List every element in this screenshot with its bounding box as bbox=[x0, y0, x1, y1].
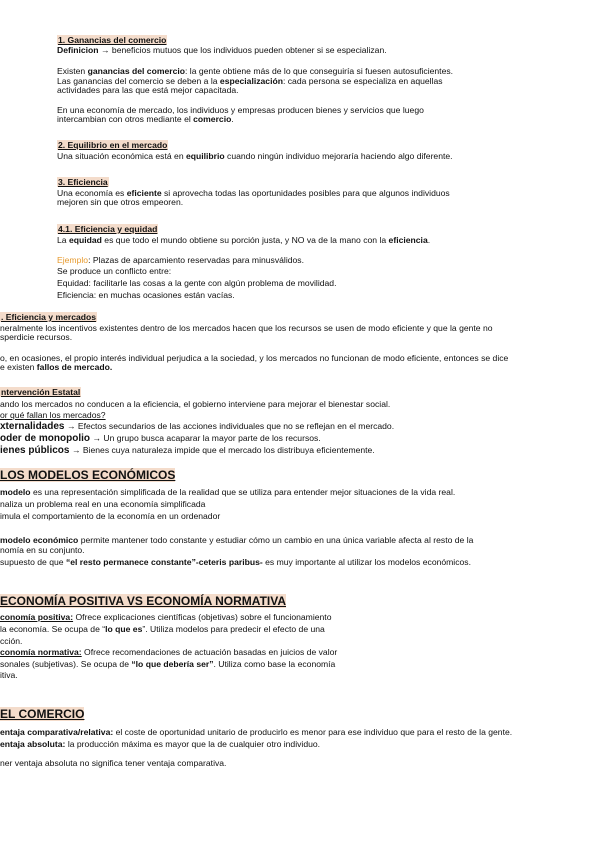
section-heading-eficiencia: 3. Eficiencia bbox=[58, 177, 108, 187]
paragraph: Las ganancias del comercio se deben a la especialización: cada persona se especializa en aquellas bbox=[57, 76, 443, 86]
paragraph: Una situación económica está en equilibrio cuando ningún individuo mejoraría haciendo algo diferente. bbox=[57, 151, 453, 161]
paragraph: Una economía es eficiente si aprovecha todas las oportunidades posibles para que algunos individuos bbox=[57, 188, 450, 198]
paragraph: naliza un problema real en una economía simplificada bbox=[0, 499, 206, 509]
paragraph: itiva. bbox=[0, 670, 18, 680]
paragraph: Existen ganancias del comercio: la gente obtiene más de lo que conseguiría si fuesen autosuficientes. bbox=[57, 66, 454, 76]
paragraph: mejoren sin que otros empeoren. bbox=[57, 197, 184, 207]
section-heading-equidad: 4.1. Eficiencia y equidad bbox=[58, 224, 158, 234]
section-heading-positiva-normativa: ECONOMÍA POSITIVA VS ECONOMÍA NORMATIVA bbox=[0, 594, 287, 608]
paragraph: la economía. Se ocupa de “lo que es”. Utiliza modelos para predecir el efecto de una bbox=[0, 624, 325, 634]
section-heading-mercados: . Eficiencia y mercados bbox=[1, 312, 97, 322]
section-heading-intervencion: ntervención Estatal bbox=[1, 387, 81, 397]
list-item: ienes públicos → Bienes cuya naturaleza impide que el mercado los distribuya eficientemente. bbox=[0, 445, 375, 456]
paragraph: ner ventaja absoluta no significa tener ventaja comparativa. bbox=[0, 758, 227, 768]
paragraph: Se produce un conflicto entre: bbox=[57, 266, 172, 276]
paragraph: modelo económico permite mantener todo constante y estudiar cómo un cambio en una única variable afecta al resto de la bbox=[0, 535, 474, 545]
paragraph: e existen fallos de mercado. bbox=[0, 362, 113, 372]
definition-line: Definicion → beneficios mutuos que los individuos pueden obtener si se especializan. bbox=[57, 45, 387, 55]
paragraph: imula el comportamiento de la economía en un ordenador bbox=[0, 511, 221, 521]
paragraph: sperdicie recursos. bbox=[0, 332, 73, 342]
section-heading-comercio: EL COMERCIO bbox=[0, 707, 85, 721]
list-item: xternalidades → Efectos secundarios de las acciones individuales que no se reflejan en el mercado. bbox=[0, 421, 395, 432]
paragraph: modelo es una representación simplificada de la realidad que se utiliza para entender mejor situaciones de la vida real. bbox=[0, 487, 456, 497]
paragraph: nomía en su conjunto. bbox=[0, 545, 85, 555]
paragraph: or qué fallan los mercados? bbox=[0, 410, 106, 420]
paragraph: conomía positiva: Ofrece explicaciones científicas (objetivas) sobre el funcionamiento bbox=[0, 612, 332, 622]
paragraph: ando los mercados no conducen a la eficiencia, el gobierno interviene para mejorar el bienestar social. bbox=[0, 399, 391, 409]
paragraph: sonales (subjetivas). Se ocupa de “lo que debería ser”. Utiliza como base la economía bbox=[0, 659, 336, 669]
example-line: Ejemplo: Plazas de aparcamiento reservadas para minusválidos. bbox=[57, 255, 304, 265]
paragraph: conomía normativa: Ofrece recomendaciones de actuación basadas en juicios de valor bbox=[0, 647, 338, 657]
section-heading-modelos: LOS MODELOS ECONÓMICOS bbox=[0, 468, 176, 482]
list-item: oder de monopolio → Un grupo busca acaparar la mayor parte de los recursos. bbox=[0, 433, 321, 444]
paragraph: La equidad es que todo el mundo obtiene su porción justa, y NO va de la mano con la eficiencia. bbox=[57, 235, 431, 245]
paragraph: entaja absoluta: la producción máxima es mayor que la de cualquier otro individuo. bbox=[0, 739, 321, 749]
paragraph: Equidad: facilitarle las cosas a la gente con algún problema de movilidad. bbox=[57, 278, 337, 288]
paragraph: actividades para las que está mejor capacitada. bbox=[57, 85, 239, 95]
paragraph: Eficiencia: en muchas ocasiones están vacías. bbox=[57, 290, 235, 300]
section-heading-equilibrio: 2. Equilibrio en el mercado bbox=[58, 140, 168, 150]
paragraph: supuesto de que “el resto permanece constante”-ceteris paribus- es muy importante al utilizar los modelos económicos. bbox=[0, 557, 471, 567]
paragraph: En una economía de mercado, los individuos y empresas producen bienes y servicios que luego bbox=[57, 105, 424, 115]
paragraph: intercambian con otros mediante el comercio. bbox=[57, 114, 234, 124]
paragraph: o, en ocasiones, el propio interés individual perjudica a la sociedad, y los mercados no funcionan de modo eficiente, entonces se dice bbox=[0, 353, 509, 363]
paragraph: neralmente los incentivos existentes dentro de los mercados hacen que los recursos se usen de modo eficiente y que la gente no bbox=[0, 323, 493, 333]
paragraph: cción. bbox=[0, 636, 23, 646]
paragraph: entaja comparativa/relativa: el coste de oportunidad unitario de producirlo es menor para ese individuo que para el resto de la gente. bbox=[0, 727, 513, 737]
section-heading-ganancias: 1. Ganancias del comercio bbox=[58, 35, 167, 45]
